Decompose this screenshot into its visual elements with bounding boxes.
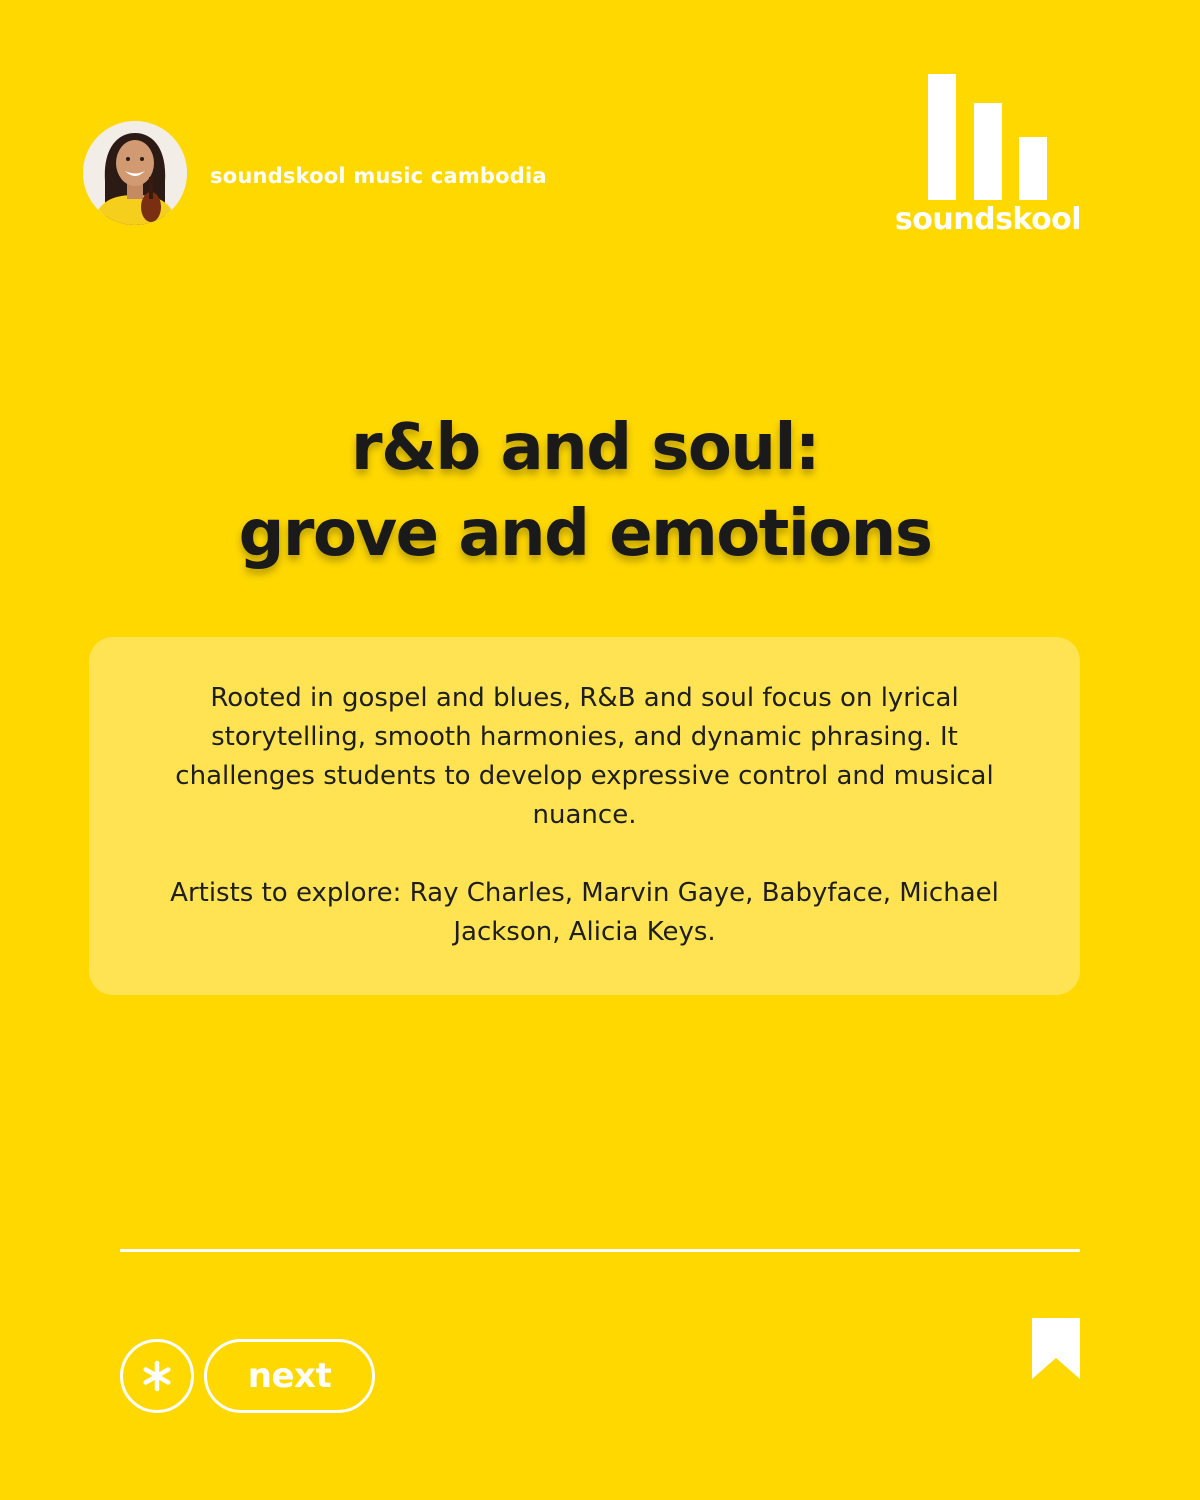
avatar[interactable] bbox=[83, 121, 187, 225]
avatar-photo bbox=[83, 121, 187, 225]
logo-bars-icon bbox=[890, 72, 1086, 202]
next-button[interactable]: next bbox=[204, 1339, 375, 1413]
logo-text: soundskool bbox=[894, 202, 1082, 237]
title-line-1: r&b and soul: bbox=[351, 411, 819, 485]
description-card bbox=[89, 637, 1080, 995]
page-title bbox=[0, 405, 1170, 577]
asterisk-icon bbox=[140, 1359, 174, 1393]
asterisk-button[interactable] bbox=[120, 1339, 194, 1413]
title-line-2: grove and emotions bbox=[238, 497, 932, 571]
soundskool-logo bbox=[890, 72, 1086, 242]
bookmark-icon[interactable] bbox=[1032, 1318, 1080, 1379]
account-name[interactable]: soundskool music cambodia bbox=[210, 164, 547, 188]
artists-paragraph: Artists to explore: Ray Charles, Marvin Gaye, Babyface, Michael Jackson, Alicia Keys. bbox=[170, 878, 999, 947]
description-paragraph: Rooted in gospel and blues, R&B and soul focus on lyrical storytelling, smooth harmonies, and dynamic phrasing. It challenges students to develop expressive control and musical nuance. bbox=[175, 683, 994, 830]
divider bbox=[120, 1249, 1080, 1252]
